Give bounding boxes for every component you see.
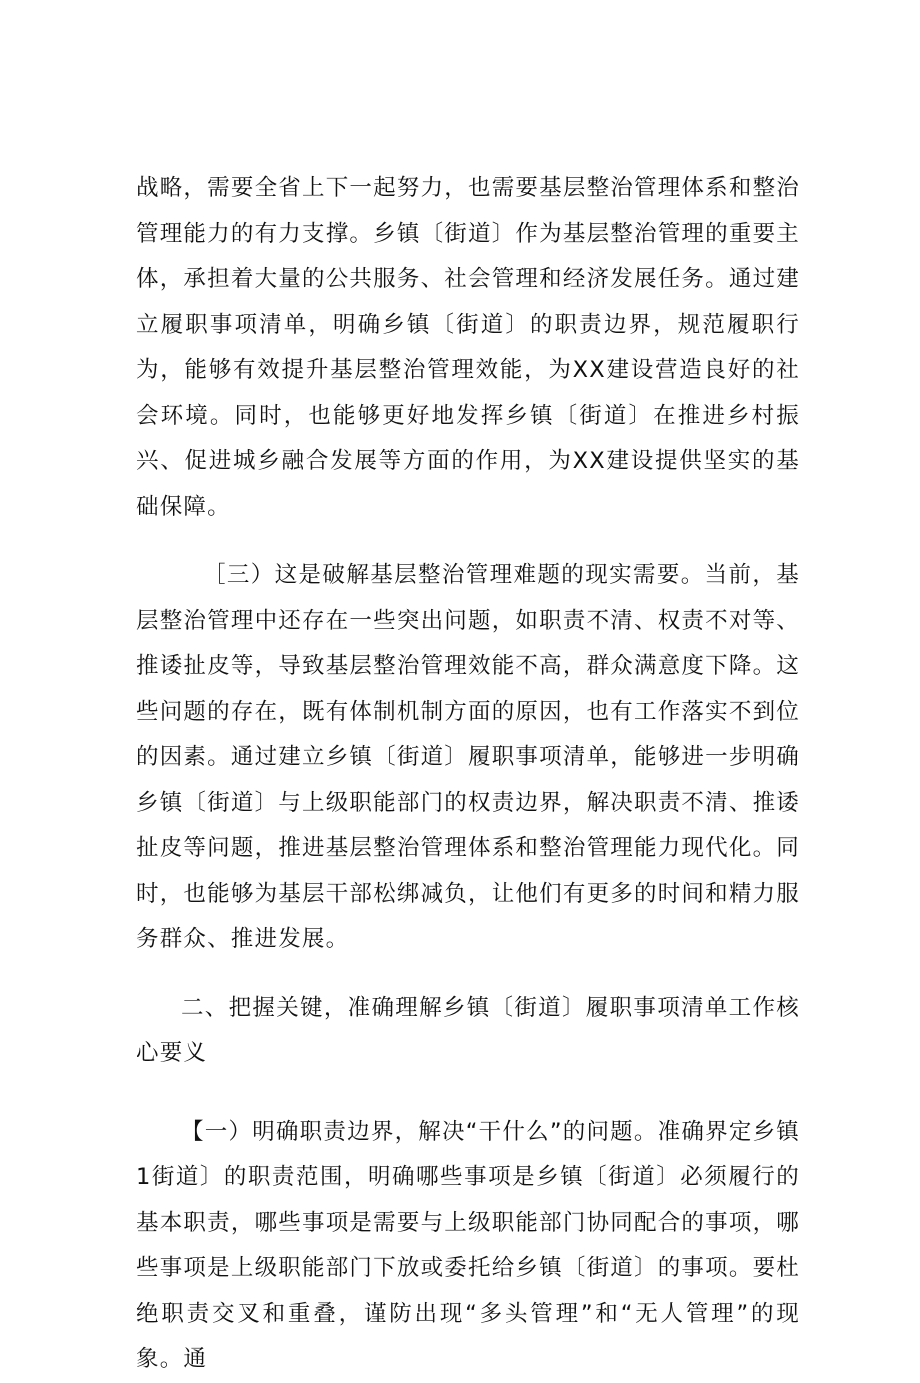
paragraph-continued: 战略，需要全省上下一起努力，也需要基层整治管理体系和整治管理能力的有力支撑。乡镇〔街道〕作为基层整治管理的重要主体，承担着大量的公共服务、社会管理和经济发展任务。通过建立履职事项清单，明确乡镇〔街道〕的职责边界，规范履职行为，能够有效提升基层整治管理效能，为XX建设营造良好的社会环境。同时，也能够更好地发挥乡镇〔街道〕在推进乡村振兴、促进城乡融合发展等方面的作用，为XX建设提供坚实的基础保障。	[136, 175, 800, 520]
section-heading-two: 二、把握关键，准确理解乡镇〔街道〕履职事项清单工作核心要义	[136, 994, 800, 1066]
paragraph-subsection-one: 【一）明确职责边界，解决“干什么”的问题。准确界定乡镇1街道〕的职责范围，明确哪些事项是乡镇〔街道〕必须履行的基本职责，哪些事项是需要与上级职能部门协同配合的事项，哪些事项是上级职能部门下放或委托给乡镇〔街道〕的事项。要杜绝职责交叉和重叠，谨防出现“多头管理”和“无人管理”的现象。通	[136, 1118, 800, 1372]
paragraph-section-three: ［三）这是破解基层整治管理难题的现实需要。当前，基层整治管理中还存在一些突出问题，如职责不清、权责不对等、推诿扯皮等，导致基层整治管理效能不高，群众满意度下降。这些问题的存在，既有体制机制方面的原因，也有工作落实不到位的因素。通过建立乡镇〔街道〕履职事项清单，能够进一步明确乡镇〔街道〕与上级职能部门的权责边界，解决职责不清、推诿扯皮等问题，推进基层整治管理体系和整治管理能力现代化。同时，也能够为基层干部松绑减负，让他们有更多的时间和精力服务群众、推进发展。	[136, 562, 800, 952]
document-body	[136, 166, 800, 1383]
